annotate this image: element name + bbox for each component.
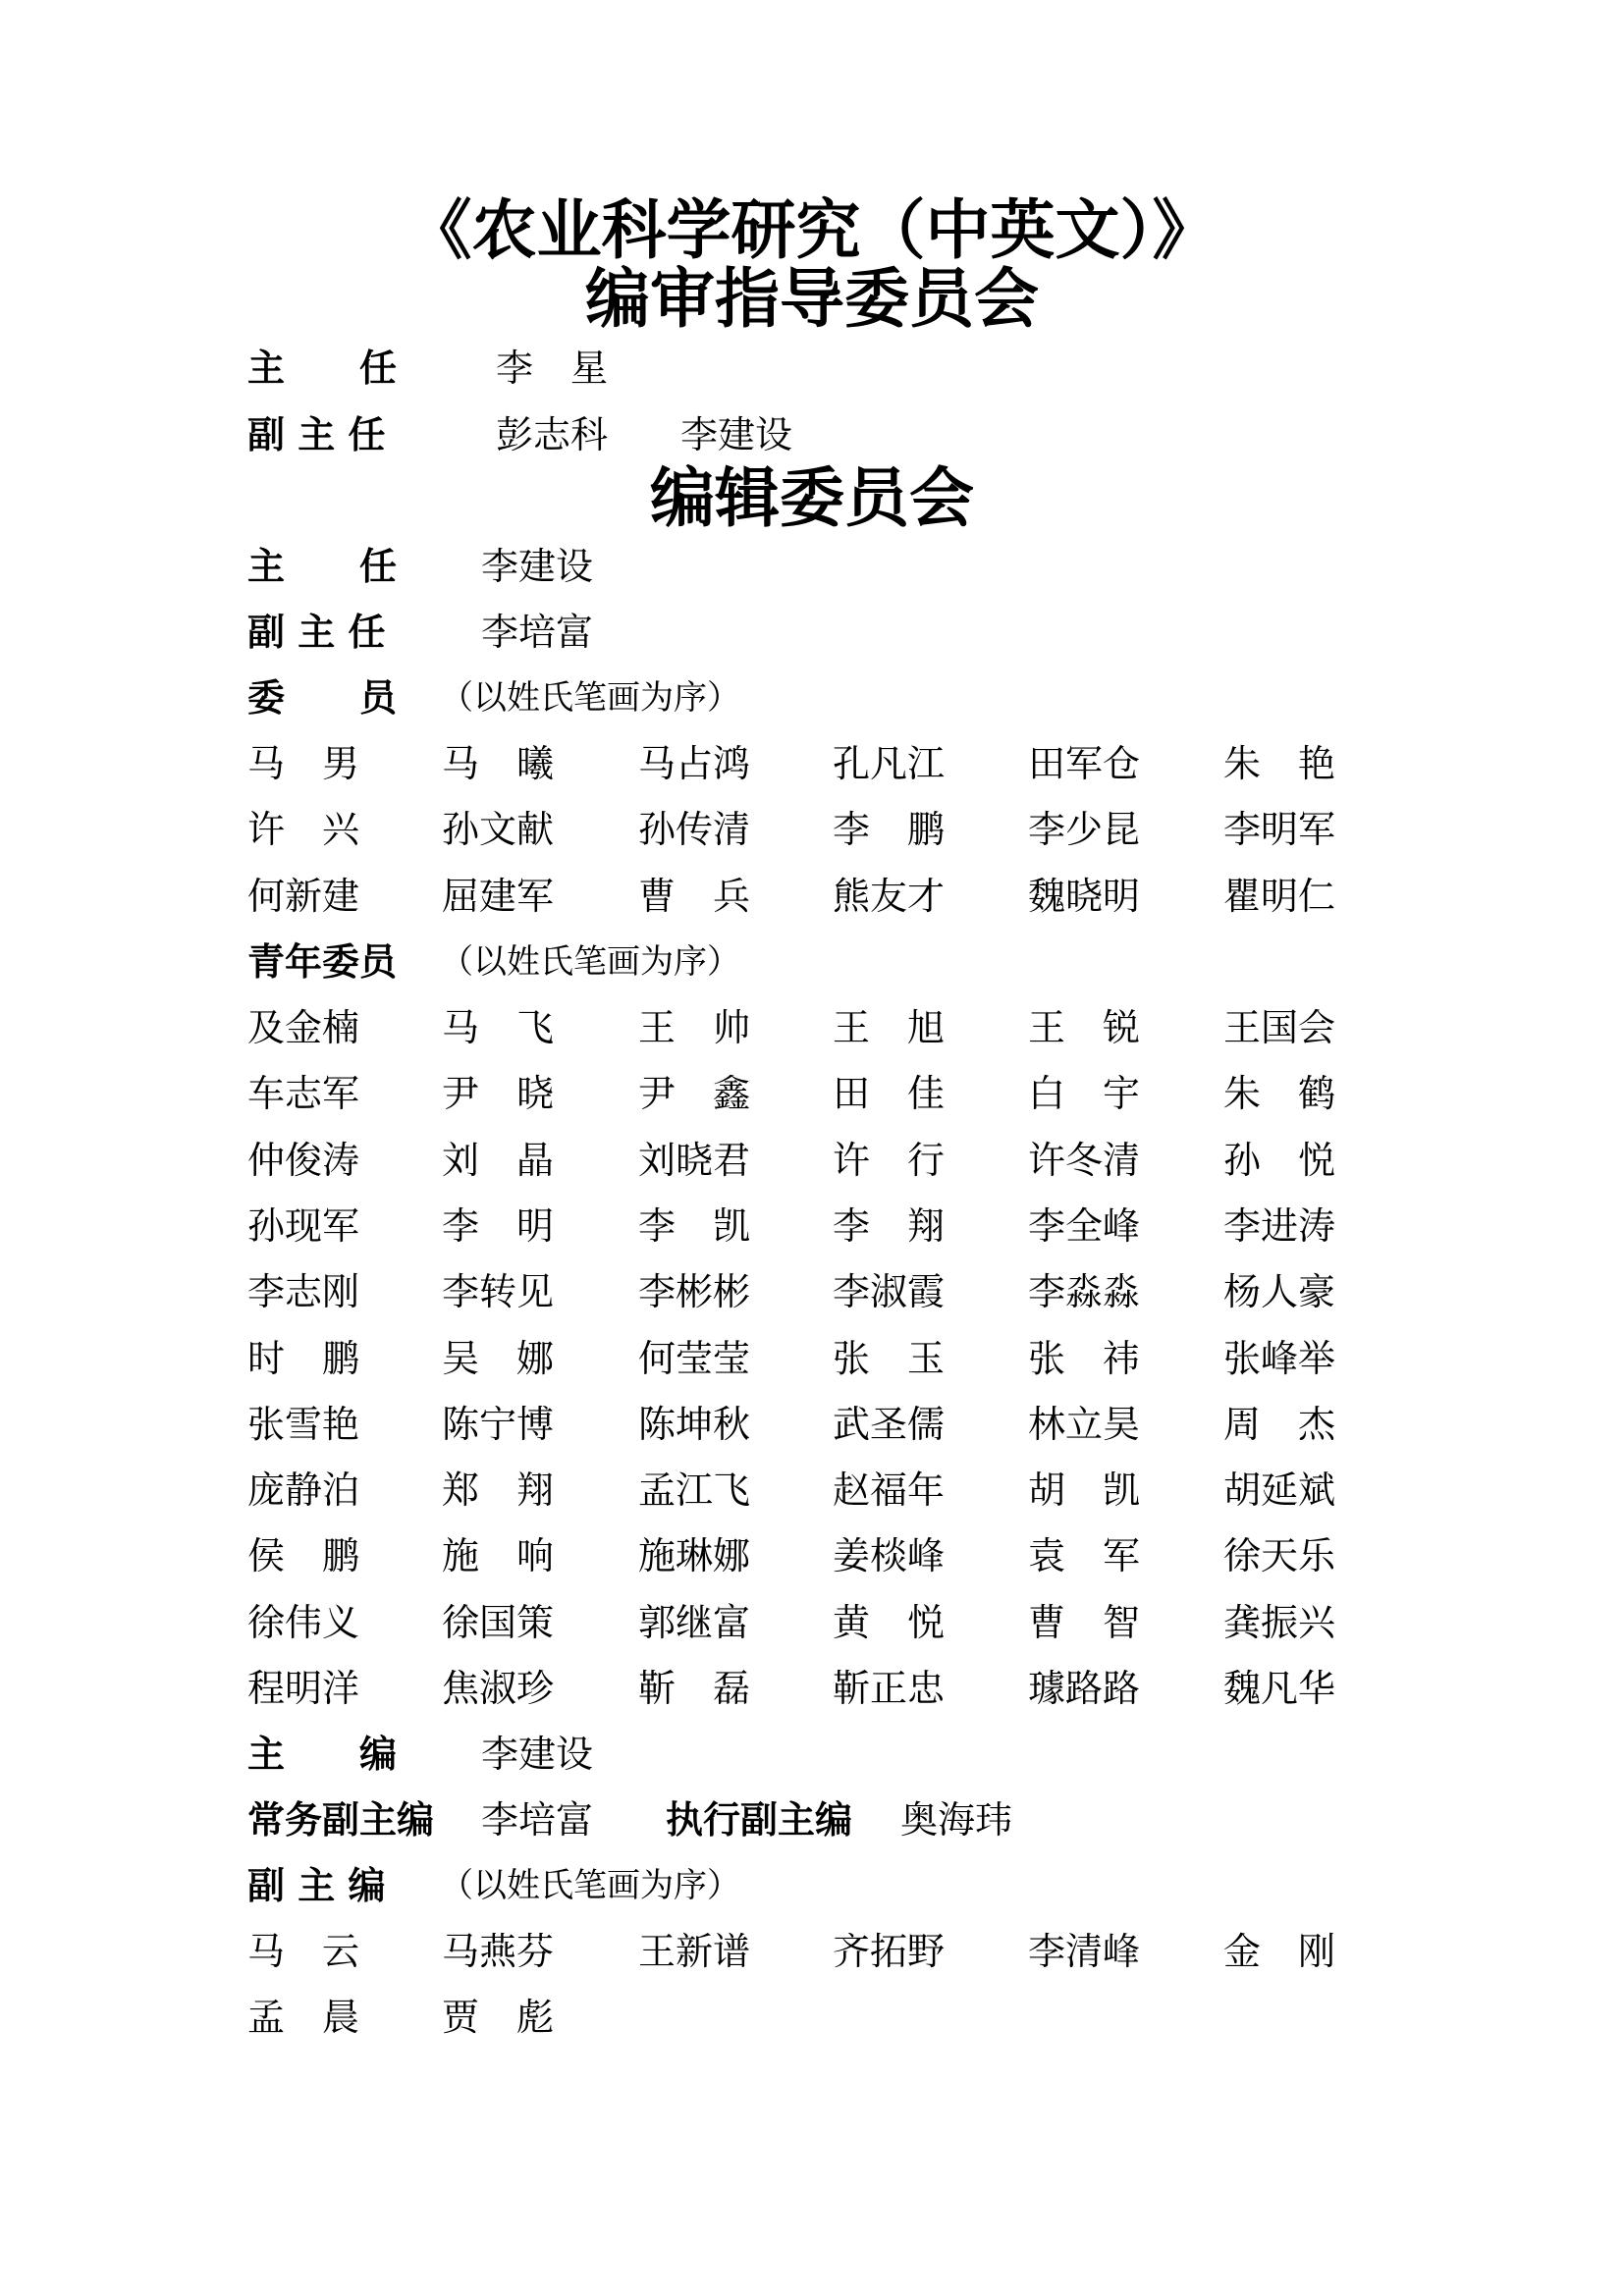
- member-name: 白 宇: [1028, 1072, 1141, 1115]
- member-name: 车志军: [247, 1072, 360, 1115]
- member-name: 王 锐: [1028, 1006, 1141, 1049]
- member-name: 李 翔: [833, 1204, 946, 1248]
- acting-deputy-editor-name: 奥海玮: [900, 1798, 1013, 1842]
- member-name: 李进涛: [1223, 1204, 1336, 1248]
- member-name: 齐拓野: [833, 1930, 946, 1973]
- member-name: 姜棪峰: [833, 1534, 946, 1577]
- member-name: 及金楠: [247, 1006, 360, 1049]
- member-name: 袁 军: [1028, 1534, 1141, 1577]
- member-name: 徐国策: [442, 1601, 555, 1644]
- member-name: 马 曦: [442, 742, 555, 785]
- member-name: 孟江飞: [638, 1468, 751, 1512]
- editorial-deputy-label: 副 主 任: [247, 611, 386, 654]
- member-name: 胡延斌: [1223, 1468, 1336, 1512]
- member-name: 林立昊: [1028, 1403, 1141, 1446]
- member-name: 程明洋: [247, 1667, 360, 1710]
- member-name: 马 飞: [442, 1006, 555, 1049]
- chief-editor-label: 主 编: [247, 1733, 398, 1776]
- editorial-committee-title: 编辑委员会: [650, 460, 974, 536]
- guidance-deputy-name: 李建设: [680, 413, 793, 456]
- member-name: 王 帅: [638, 1006, 751, 1049]
- member-name: 孙现军: [247, 1204, 360, 1248]
- member-name: 张 玉: [833, 1337, 946, 1380]
- member-name: 施琳娜: [638, 1534, 751, 1577]
- member-name: 金 刚: [1223, 1930, 1336, 1973]
- member-name: 靳正忠: [833, 1667, 946, 1710]
- member-name: 胡 凯: [1028, 1468, 1141, 1512]
- member-name: 徐伟义: [247, 1601, 360, 1644]
- member-name: 曹 兵: [638, 875, 751, 918]
- guidance-committee-title: 编审指导委员会: [585, 261, 1039, 337]
- executive-deputy-editor-label: 常务副主编: [247, 1798, 435, 1842]
- guidance-director-name: 李 星: [496, 347, 609, 390]
- member-name: 陈坤秋: [638, 1403, 751, 1446]
- member-name: 孙文献: [442, 808, 555, 851]
- member-name: 尹 晓: [442, 1072, 555, 1115]
- member-name: 刘晓君: [638, 1139, 751, 1182]
- member-name: 李清峰: [1028, 1930, 1141, 1973]
- youth-members-label: 青年委员: [247, 940, 398, 984]
- member-name: 魏凡华: [1223, 1667, 1336, 1710]
- member-name: 许 兴: [247, 808, 360, 851]
- member-name: 何莹莹: [638, 1337, 751, 1380]
- member-name: 周 杰: [1223, 1403, 1336, 1446]
- member-name: 郭继富: [638, 1601, 751, 1644]
- member-name: 瞿明仁: [1223, 875, 1336, 918]
- member-name: 张雪艳: [247, 1403, 360, 1446]
- associate-editors-label: 副 主 编: [247, 1864, 386, 1907]
- executive-deputy-editor-name: 李培富: [481, 1798, 594, 1842]
- member-name: 龚振兴: [1223, 1601, 1336, 1644]
- member-name: 李淼淼: [1028, 1270, 1141, 1313]
- member-name: 张峰举: [1223, 1337, 1336, 1380]
- member-name: 孔凡江: [833, 742, 946, 785]
- member-name: 张 祎: [1028, 1337, 1141, 1380]
- member-name: 焦淑珍: [442, 1667, 555, 1710]
- member-name: 李明军: [1223, 808, 1336, 851]
- guidance-deputy-name: 彭志科: [496, 413, 609, 456]
- member-name: 田 佳: [833, 1072, 946, 1115]
- member-name: 侯 鹏: [247, 1534, 360, 1577]
- member-name: 许 行: [833, 1139, 946, 1182]
- member-name: 李志刚: [247, 1270, 360, 1313]
- member-name: 李少昆: [1028, 808, 1141, 851]
- member-name: 李转见: [442, 1270, 555, 1313]
- member-name: 马燕芬: [442, 1930, 555, 1973]
- youth-members-order-note: （以姓氏笔画为序）: [440, 942, 740, 982]
- member-name: 马占鸿: [638, 742, 751, 785]
- member-name: 李 明: [442, 1204, 555, 1248]
- member-name: 许冬清: [1028, 1139, 1141, 1182]
- member-name: 徐天乐: [1223, 1534, 1336, 1577]
- member-name: 何新建: [247, 875, 360, 918]
- member-name: 靳 磊: [638, 1667, 751, 1710]
- editorial-director-label: 主 任: [247, 545, 398, 588]
- guidance-deputy-label: 副 主 任: [247, 413, 386, 456]
- member-name: 贾 彪: [442, 1996, 555, 2039]
- member-name: 尹 鑫: [638, 1072, 751, 1115]
- members-order-note: （以姓氏笔画为序）: [440, 678, 740, 718]
- member-name: 马 男: [247, 742, 360, 785]
- member-name: 李全峰: [1028, 1204, 1141, 1248]
- member-name: 孙 悦: [1223, 1139, 1336, 1182]
- member-name: 仲俊涛: [247, 1139, 360, 1182]
- member-name: 李彬彬: [638, 1270, 751, 1313]
- member-name: 庞静泊: [247, 1468, 360, 1512]
- chief-editor-name: 李建设: [481, 1733, 594, 1776]
- member-name: 孙传清: [638, 808, 751, 851]
- member-name: 郑 翔: [442, 1468, 555, 1512]
- member-name: 李 鹏: [833, 808, 946, 851]
- member-name: 时 鹏: [247, 1337, 360, 1380]
- member-name: 黄 悦: [833, 1601, 946, 1644]
- member-name: 屈建军: [442, 875, 555, 918]
- member-name: 李淑霞: [833, 1270, 946, 1313]
- member-name: 朱 鹤: [1223, 1072, 1336, 1115]
- member-name: 赵福年: [833, 1468, 946, 1512]
- member-name: 马 云: [247, 1930, 360, 1973]
- member-name: 李 凯: [638, 1204, 751, 1248]
- member-name: 田军仓: [1028, 742, 1141, 785]
- member-name: 璩路路: [1028, 1667, 1141, 1710]
- acting-deputy-editor-label: 执行副主编: [666, 1798, 853, 1842]
- member-name: 陈宁博: [442, 1403, 555, 1446]
- member-name: 曹 智: [1028, 1601, 1141, 1644]
- member-name: 王新谱: [638, 1930, 751, 1973]
- member-name: 孟 晨: [247, 1996, 360, 2039]
- journal-title: 《农业科学研究（中英文）》: [406, 192, 1218, 268]
- member-name: 熊友才: [833, 875, 946, 918]
- editorial-deputy-name: 李培富: [481, 611, 594, 654]
- associate-editors-order-note: （以姓氏笔画为序）: [440, 1866, 740, 1905]
- member-name: 王 旭: [833, 1006, 946, 1049]
- member-name: 杨人豪: [1223, 1270, 1336, 1313]
- member-name: 施 响: [442, 1534, 555, 1577]
- member-name: 武圣儒: [833, 1403, 946, 1446]
- member-name: 王国会: [1223, 1006, 1336, 1049]
- members-label: 委 员: [247, 676, 398, 720]
- member-name: 刘 晶: [442, 1139, 555, 1182]
- member-name: 吴 娜: [442, 1337, 555, 1380]
- guidance-director-label: 主 任: [247, 347, 398, 390]
- member-name: 魏晓明: [1028, 875, 1141, 918]
- member-name: 朱 艳: [1223, 742, 1336, 785]
- editorial-director-name: 李建设: [481, 545, 594, 588]
